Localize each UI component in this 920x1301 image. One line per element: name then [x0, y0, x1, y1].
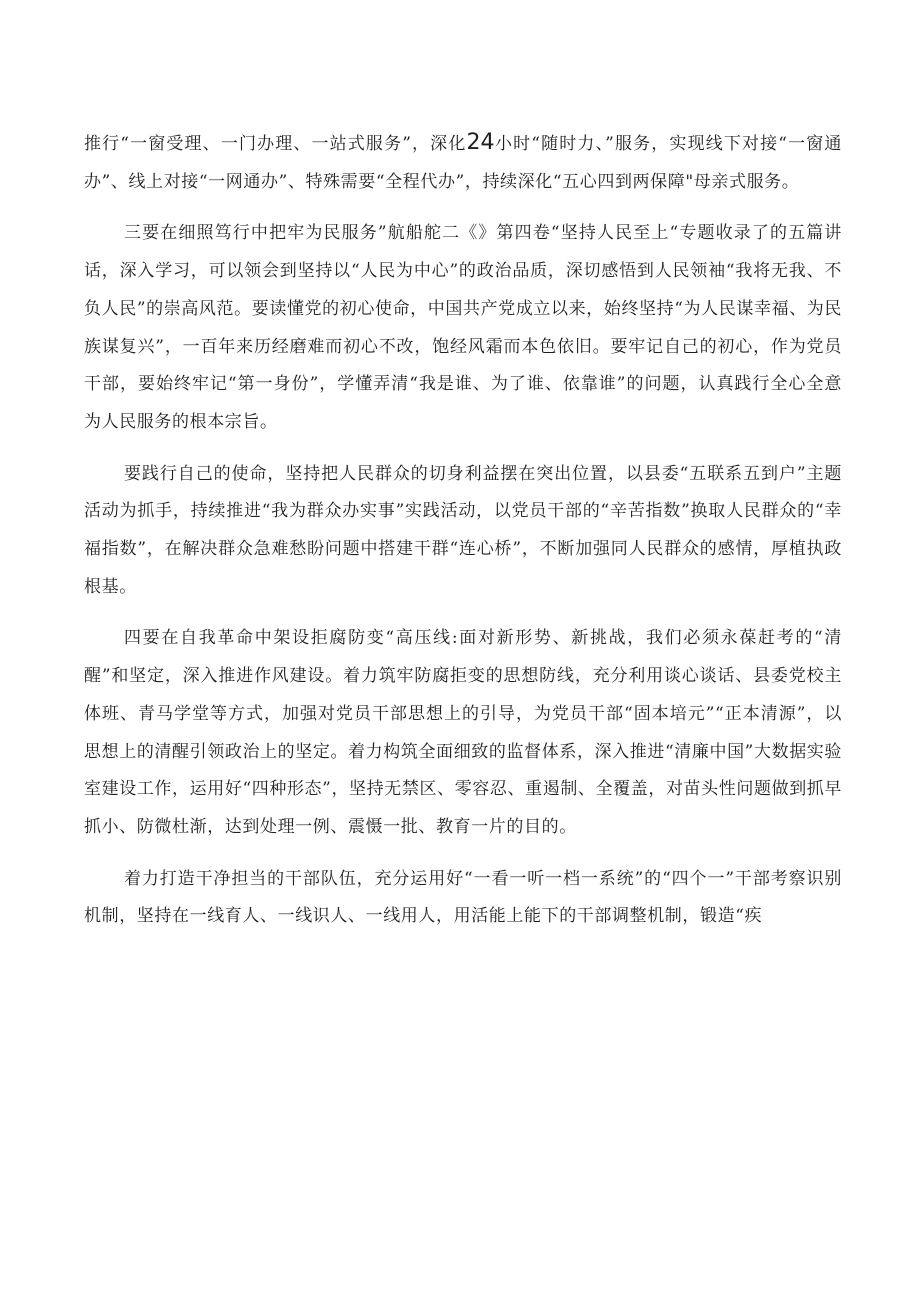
document-body	[84, 124, 842, 950]
paragraph-5: 着力打造干净担当的干部队伍，充分运用好“一看一听一档一系统”的“四个一”干部考察识别机制，坚持在一线育人、一线识人、一线用人，用活能上能下的干部调整机制，锻造“疾	[84, 868, 842, 927]
paragraph-1-number: 24	[466, 130, 495, 155]
paragraph-2: 三要在细照笃行中把牢为民服务”航船舵二《》第四卷“坚持人民至上“专题收录了的五篇讲话，深入学习，可以领会到坚持以“人民为中心”的政治品质，深切感悟到人民领袖“我将无我、不负人民”的崇高风范。要读懂党的初心使命，中国共产党成立以来，始终坚持“为人民谋幸福、为民族谋复兴”，一百年来历经磨难而初心不改，饱经风霜而本色依旧。要牢记自己的初心，作为党员干部，要始终牢记“第一身份”，学懂弄清“我是谁、为了谁、依靠谁”的问题，认真践行全心全意为人民服务的根本宗旨。	[84, 223, 842, 432]
paragraph-1	[84, 124, 842, 201]
paragraph-1-text-a: 推行“一窗受理、一门办理、一站式服务”，深化	[84, 134, 467, 154]
paragraph-4: 四要在自我革命中架设拒腐防变“高压线:面对新形势、新挑战，我们必须永葆赶考的“清醒”和坚定，深入推进作风建设。着力筑牢防腐拒变的思想防线，充分利用谈心谈话、县委党校主体班、青马学堂等方式，加强对党员干部思想上的引导，为党员干部“固本培元”“正本清源”，以思想上的清醒引领政治上的坚定。着力构筑全面细致的监督体系，深入推进“清廉中国”大数据实验室建设工作，运用好“四种形态”，坚持无禁区、零容忍、重遏制、全覆盖，对苗头性问题做到抓早抓小、防微杜渐，达到处理一例、震慑一批、教育一片的目的。	[84, 628, 842, 837]
paragraph-3: 要践行自己的使命，坚持把人民群众的切身利益摆在突出位置，以县委“五联系五到户”主题活动为抓手，持续推进“我为群众办实事”实践活动，以党员干部的“辛苦指数”换取人民群众的“幸福指数”，在解决群众急难愁盼问题中搭建干群“连心桥”，不断加强同人民群众的感情，厚植执政根基。	[84, 463, 842, 597]
paragraph-1-text-b: 小时“随时力、”服务，实现线下对接“一窗通办”、线上对接“一网通办”、特殊需要“全程代办”，持续深化“五心四到两保障"母亲式服务。	[84, 134, 842, 192]
